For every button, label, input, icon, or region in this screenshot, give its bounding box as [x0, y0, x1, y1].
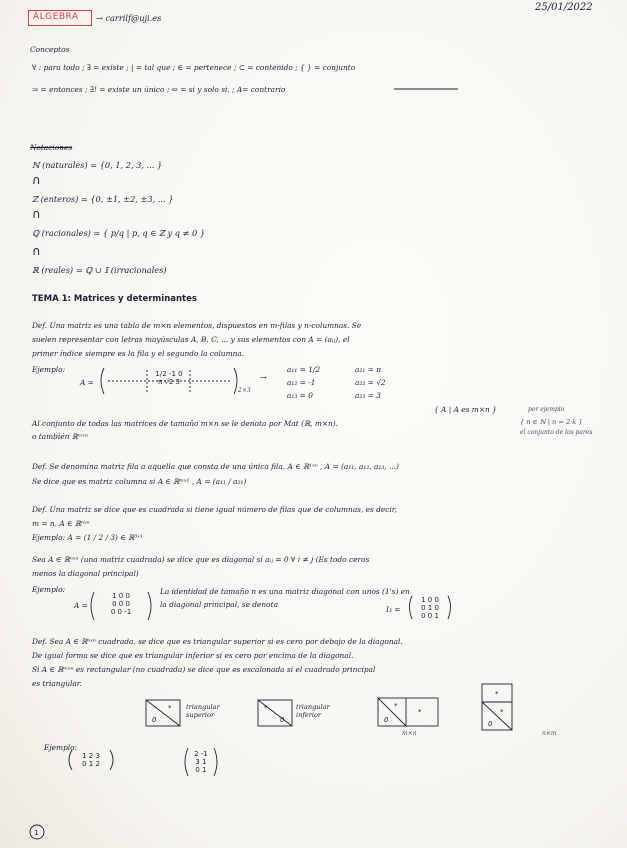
identity-row: 0 1 0	[421, 604, 439, 612]
email-text: → carrilf@uji.es	[96, 13, 162, 23]
def5-line3: Si A ∈ ℝᵐˣⁿ es rectangular (no cuadrada) se dice que es escalonada si el cuadrado principal	[32, 665, 376, 674]
def2-line1: Def. Se denomina matriz fila a aquella que consta de una única fila. A ∈ ℝ¹ˣⁿ , A = (a₁₁, a₁₂, a₁₃, ...)	[32, 462, 399, 471]
entry-a13: a₁₃ = 0	[287, 391, 313, 400]
conceptos-heading: Conceptos	[30, 45, 70, 54]
example-matrix-1-row: 1 2 3	[82, 752, 100, 760]
matrix-diag-row: 0 0 0	[112, 600, 130, 608]
subset-symbol-3: ∩	[32, 244, 41, 258]
page-number-circle	[30, 825, 44, 839]
entry-a12: a₁₂ = -1	[287, 378, 316, 387]
tri-sup-star: *	[168, 704, 172, 712]
diag-paren-left	[91, 592, 94, 620]
side-note-set: { n ∈ ℕ | n = 2·k }	[520, 418, 583, 426]
esc-mxn-zero: 0	[384, 716, 389, 724]
page-number: 1	[34, 828, 39, 837]
ident-paren-right	[448, 596, 451, 619]
ejemplo-label-2: Ejemplo:	[32, 585, 66, 594]
side-note-pares: el conjunto de los pares	[520, 429, 593, 436]
entry-a11: a₁₁ = 1/2	[287, 365, 321, 374]
ex1-paren-left	[69, 750, 72, 770]
esc-mxn-star2: *	[418, 708, 422, 716]
matrix-diag-label: A =	[74, 601, 88, 610]
example-matrix-2-row: 0 1	[195, 766, 207, 774]
conceptos-line2: ⇒ = entonces ; ∃! = existe un único ; ⇔ = si y solo si. ; A= contrario	[32, 85, 286, 94]
matrix-dimension: 2×3	[238, 387, 251, 394]
def4-line2: menos la diagonal principal)	[32, 569, 139, 578]
def3-line3: Ejemplo: A = (1 / 2 / 3) ∈ ℝ³ˣ¹	[32, 533, 143, 542]
notaciones-heading: Notaciones	[30, 143, 73, 152]
identidad-line1: La identidad de tamaño n es una matriz diagonal con unos (1's) en	[160, 587, 410, 596]
example-matrix-1-row: 0 1 2	[82, 760, 100, 768]
def5-line2: De igual forma se dice que es triangular inferior si es cero por encima de la diagonal.	[32, 651, 354, 660]
esc-mxn-star: *	[394, 702, 398, 710]
conceptos-line1: ∀ : para todo ; ∃ = existe ; | = tal que ; ∈ = pertenece ; ⊂ = contenido ; { } = conjunto	[32, 63, 356, 72]
label-nxm: n×m	[542, 730, 557, 737]
label-triangular-inferior: triangular inferior	[296, 703, 330, 719]
esc-nxm-zero: 0	[488, 720, 493, 728]
page-title: ÁLGEBRA	[33, 12, 79, 22]
entry-a23: a₂₃ = 3	[355, 391, 381, 400]
subset-symbol-1: ∩	[32, 173, 41, 187]
esc-nxm-diagonal	[482, 702, 512, 730]
def5-line4: es triangular.	[32, 679, 82, 688]
tri-inf-zero: 0	[280, 716, 285, 724]
arrow-symbol: →	[260, 372, 267, 382]
diag-paren-right	[148, 592, 151, 620]
naturales-line: ℕ (naturales) = {0, 1, 2, 3, ... }	[32, 160, 163, 170]
side-note-example: por ejemplo	[528, 406, 565, 413]
matrix-diag-row: 1 0 0	[112, 592, 130, 600]
def1-line2: suelen representar con letras mayúsculas A, B, C, ... y sus elementos con A = (aᵢⱼ), el	[32, 335, 350, 344]
entry-a21: a₂₁ = π	[355, 365, 382, 374]
enteros-line: ℤ (enteros) = {0, ±1, ±2, ±3, ... }	[32, 194, 174, 204]
example-matrix-2-row: 2 -1	[194, 750, 208, 758]
def1-line3: primer índice siempre es la fila y el segundo la columna.	[32, 349, 245, 358]
matrix-a-row: 1/2 -1 0	[155, 370, 183, 378]
tema-heading: TEMA 1: Matrices y determinantes	[32, 294, 197, 304]
example-matrix-2-row: 3 1	[195, 758, 207, 766]
set-notation: { A | A es m×n }	[434, 405, 497, 414]
label-mxn: m×n	[402, 730, 417, 737]
esc-nxm-star2: *	[500, 708, 504, 716]
matrix-a-row: π √2 3	[157, 378, 181, 386]
tri-sup-zero: 0	[152, 716, 157, 724]
ident-paren-left	[410, 596, 413, 619]
label-triangular-superior: triangular superior	[186, 703, 220, 719]
def2-line2: Se dice que es matriz columna si A ∈ ℝᵐˣ¹ , A = (a₁₁ / a₂₁)	[32, 477, 247, 486]
ejemplo-label-1: Ejemplo:	[32, 365, 66, 374]
def5-line1: Def. Sea A ∈ ℝⁿˣⁿ cuadrada, se dice que es triangular superior si es cero por debajo de la diagonal.	[32, 637, 403, 646]
matrix-a-label: A =	[80, 378, 94, 387]
ex1-paren-right	[110, 750, 113, 770]
identity-row: 1 0 0	[421, 596, 439, 604]
tri-inf-star: *	[264, 704, 268, 712]
def3-line1: Def. Una matriz se dice que es cuadrada si tiene igual número de filas que de columnas, es decir,	[32, 505, 397, 514]
ex2-paren-left	[185, 748, 188, 776]
identidad-line2: la diagonal principal, se denota	[160, 600, 278, 609]
entry-a22: a₂₂ = √2	[355, 378, 386, 387]
ex2-paren-right	[214, 748, 217, 776]
ejemplo-label-3: Ejemplo:	[44, 743, 78, 752]
racionales-line: ℚ (racionales) = { p/q | p, q ∈ ℤ y q ≠ 0 }	[32, 228, 206, 238]
def4-line1: Sea A ∈ ℝⁿˣⁿ (una matriz cuadrada) se dice que es diagonal si aᵢⱼ = 0 ∀ i ≠ j (Es todo ceros	[32, 555, 370, 564]
subset-symbol-2: ∩	[32, 207, 41, 221]
def1-line1: Def. Una matriz es una tabla de m×n elementos, dispuestos en m-filas y n-columnas. Se	[32, 321, 362, 330]
matrix-a-paren-left	[101, 368, 104, 394]
matrix-a-paren-right	[234, 368, 237, 394]
esc-nxm-star: *	[495, 690, 499, 698]
conjunto-line2: o también ℝᵐˣⁿ	[32, 432, 89, 441]
identity-label: I₃ =	[386, 605, 401, 614]
conjunto-line1: Al conjunto de todas las matrices de tamaño m×n se le denota por Mat (ℝ, m×n).	[32, 419, 339, 428]
date-text: 25/01/2022	[535, 2, 593, 13]
def3-line2: m = n. A ∈ ℝⁿˣⁿ	[32, 519, 90, 528]
reales-line: ℝ (reales) = ℚ ∪ 𝕀 (irracionales)	[32, 265, 167, 275]
identity-row: 0 0 1	[421, 612, 439, 620]
esc-mxn-diagonal	[378, 698, 406, 726]
matrix-diag-row: 0 0 -1	[110, 608, 132, 616]
